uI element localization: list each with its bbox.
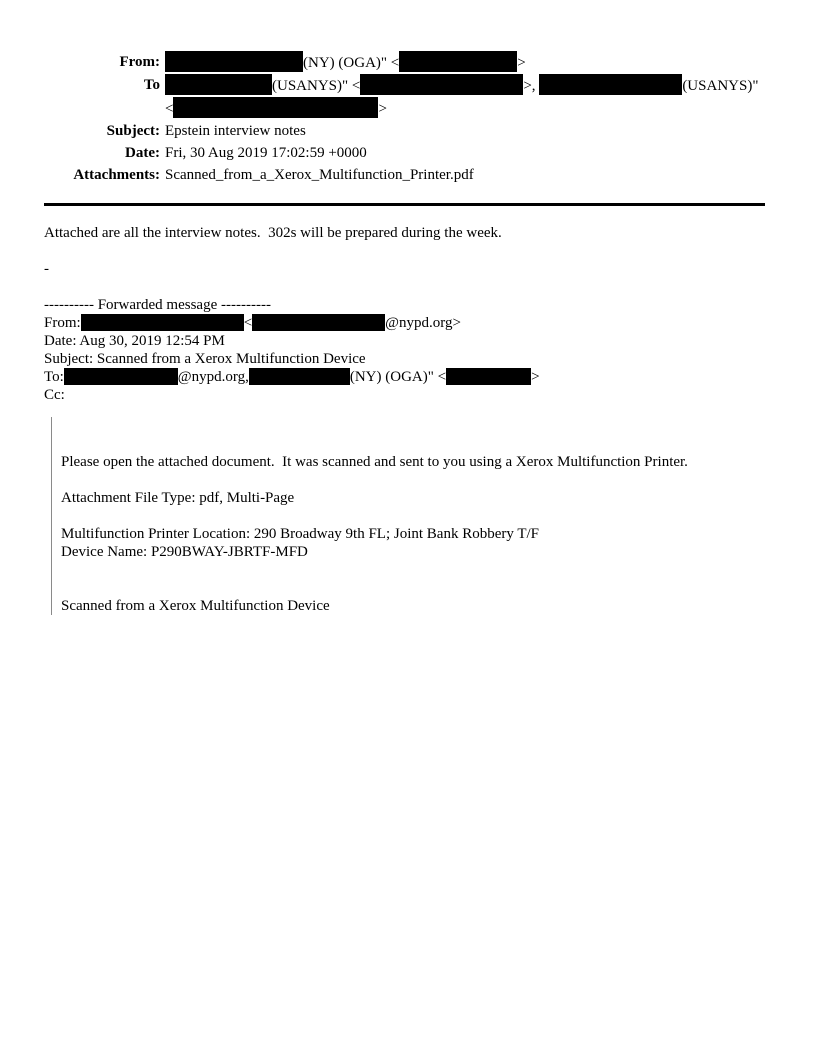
redaction-bar	[64, 368, 178, 385]
header-text-run: Subject: Scanned from a Xerox Multifunction Device	[44, 351, 366, 367]
header-label: From:	[119, 54, 160, 70]
forwarded-header-line	[44, 386, 765, 404]
header-text-run: Cc:	[44, 387, 65, 403]
forwarded-header-line	[44, 368, 765, 386]
header-label: Attachments:	[73, 167, 160, 183]
blank-line	[61, 561, 765, 579]
header-row	[44, 51, 765, 74]
header-text-run: @nypd.org>	[385, 315, 461, 331]
forwarded-header-line	[44, 314, 765, 332]
header-text-run: >,	[523, 78, 540, 94]
email-header	[44, 51, 765, 186]
header-text-run: Scanned_from_a_Xerox_Multifunction_Printer.pdf	[165, 167, 474, 183]
header-value	[165, 164, 474, 186]
blank-line	[61, 435, 765, 453]
email-body	[44, 224, 765, 615]
blank-line	[61, 579, 765, 597]
header-text-run: >	[517, 55, 526, 71]
header-text-run: @nypd.org,	[177, 369, 249, 385]
blank-line	[44, 278, 765, 296]
quoted-line: Attachment File Type: pdf, Multi-Page	[61, 490, 295, 506]
forwarded-header-block	[44, 314, 765, 404]
redaction-bar	[446, 368, 531, 385]
blank-line	[61, 471, 765, 489]
header-divider-rule	[44, 203, 765, 206]
header-row	[44, 74, 765, 120]
quoted-line: Scanned from a Xerox Multifunction Device	[61, 598, 330, 614]
header-text-run: Fri, 30 Aug 2019 17:02:59 +0000	[165, 145, 367, 161]
header-text-run: Date: Aug 30, 2019 12:54 PM	[44, 333, 225, 349]
redaction-bar	[252, 314, 385, 331]
header-text-run: From:	[44, 315, 81, 331]
body-intro-text: Attached are all the interview notes. 302s will be prepared during the week.	[44, 225, 502, 241]
header-row	[44, 142, 765, 164]
forwarded-header-line	[44, 332, 765, 350]
redaction-bar	[249, 368, 350, 385]
blank-line	[61, 507, 765, 525]
header-text-run: <	[243, 315, 253, 331]
header-text-run: To:	[44, 369, 64, 385]
redaction-bar	[165, 74, 272, 95]
header-value	[165, 142, 367, 164]
redaction-bar	[399, 51, 517, 72]
header-text-run: >	[531, 369, 540, 385]
header-value	[165, 51, 526, 74]
header-text-run: >	[378, 101, 387, 117]
header-row	[44, 164, 765, 186]
blank-line	[44, 242, 765, 260]
redaction-bar	[81, 314, 244, 331]
forwarded-header-line	[44, 350, 765, 368]
redaction-bar	[165, 51, 303, 72]
header-label: To	[143, 77, 160, 93]
header-text-run: (NY) (OGA)" <	[349, 369, 447, 385]
quoted-line: Please open the attached document. It was scanned and sent to you using a Xerox Multifunction Printer.	[61, 454, 688, 470]
redaction-bar	[539, 74, 682, 95]
quoted-message-block	[51, 417, 765, 615]
header-text-run: <	[165, 101, 174, 117]
header-label: Date:	[125, 145, 160, 161]
quoted-line: Device Name: P290BWAY-JBRTF-MFD	[61, 544, 308, 560]
header-row	[44, 120, 765, 142]
redaction-bar	[360, 74, 523, 95]
header-text-run: (NY) (OGA)" <	[303, 55, 400, 71]
header-text-run: (USANYS)"	[682, 78, 759, 94]
header-text-run: (USANYS)" <	[272, 78, 361, 94]
forwarded-message-divider: ---------- Forwarded message ----------	[44, 297, 271, 313]
header-text-run: Epstein interview notes	[165, 123, 306, 139]
header-value	[165, 120, 306, 142]
blank-line	[61, 417, 765, 435]
body-dash: -	[44, 261, 49, 277]
header-value	[165, 74, 758, 120]
redaction-bar	[173, 97, 378, 118]
quoted-line: Multifunction Printer Location: 290 Broadway 9th FL; Joint Bank Robbery T/F	[61, 526, 540, 542]
header-label: Subject:	[106, 123, 160, 139]
